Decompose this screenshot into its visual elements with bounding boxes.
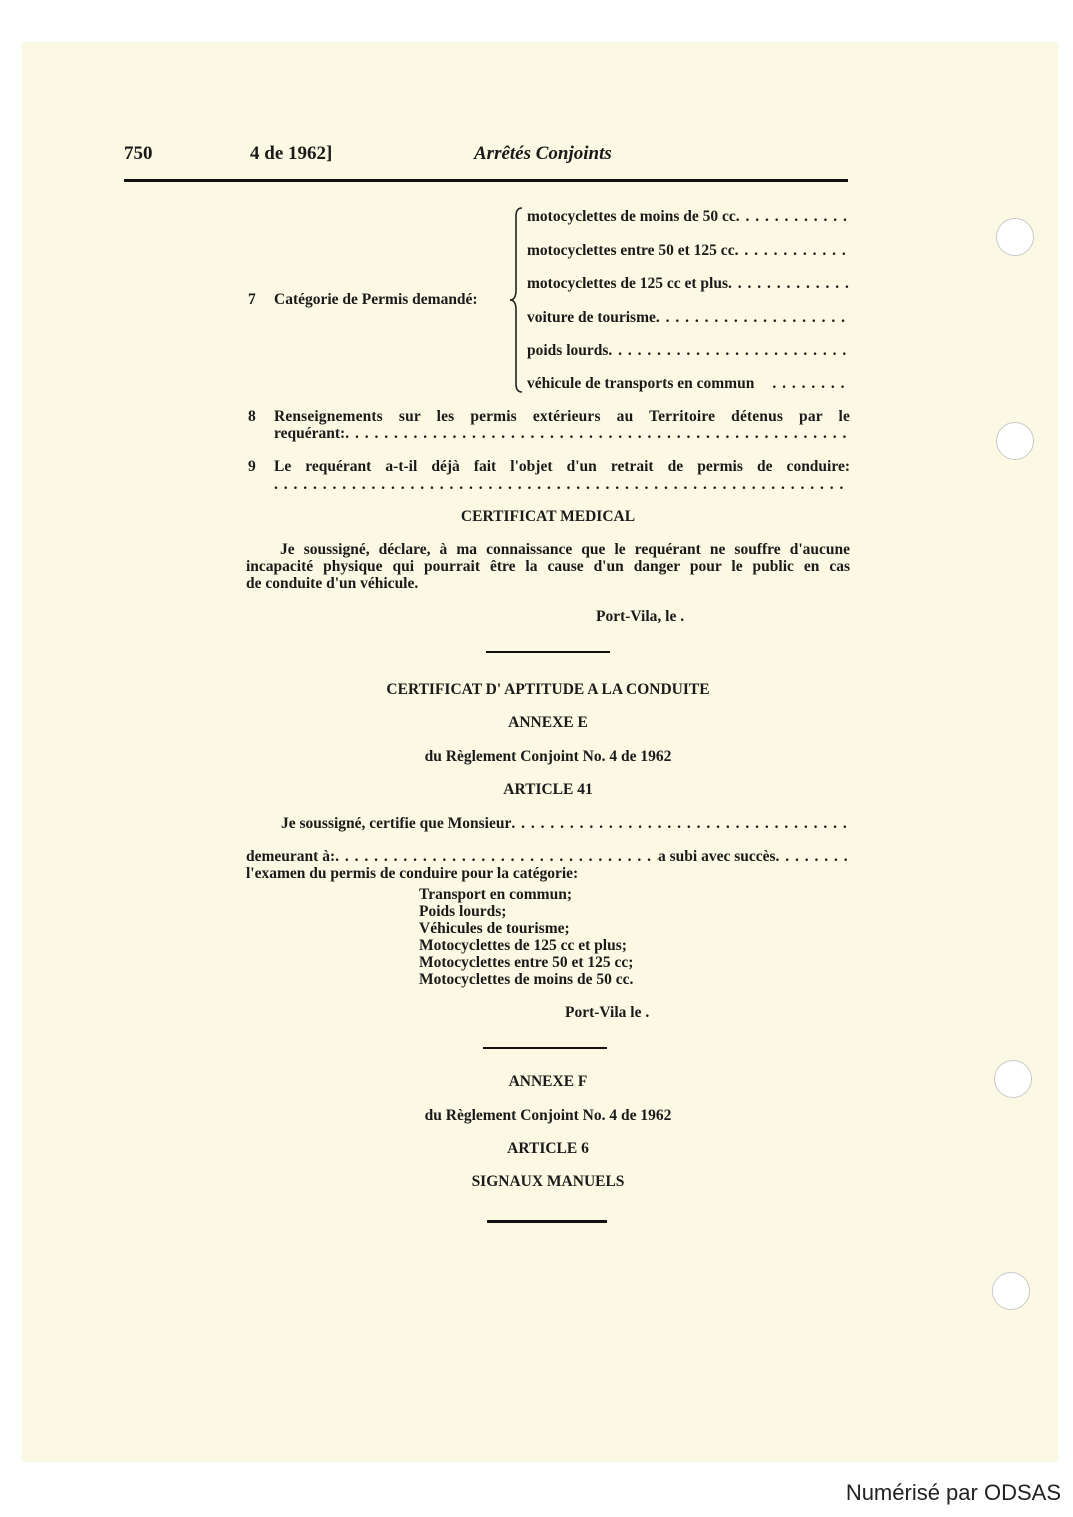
punch-hole	[994, 1060, 1032, 1098]
digitization-credit: Numérisé par ODSAS	[845, 1480, 1061, 1505]
header-reference: 4 de 1962]	[250, 143, 333, 164]
page-number: 750	[124, 143, 153, 164]
aptitude-place: Port-Vila le .	[565, 1004, 650, 1021]
annexe-f-title: ANNEXE F	[508, 1073, 588, 1090]
category-option: motocyclettes entre 50 et 125 cc . . .	[527, 242, 850, 259]
certificat-medical-place: Port-Vila, le .	[596, 608, 685, 625]
item8-number: 8	[248, 408, 256, 425]
header-title: Arrêtés Conjoints	[474, 143, 612, 164]
aptitude-category: Véhicules de tourisme;	[419, 920, 570, 937]
succes-line: a subi avec succès . . .	[658, 848, 850, 865]
aptitude-heading: CERTIFICAT D' APTITUDE A LA CONDUITE	[386, 681, 710, 698]
category-option: motocyclettes de 125 cc et plus . . .	[527, 275, 850, 292]
item8-line1: Renseignements sur les permis extérieurs au Territoire détenus par le	[274, 408, 850, 425]
section-divider	[487, 1220, 607, 1223]
aptitude-category: Motocyclettes entre 50 et 125 cc;	[419, 954, 634, 971]
annexe-f-reglement: du Règlement Conjoint No. 4 de 1962	[424, 1107, 672, 1124]
annexe-e-title: ANNEXE E	[508, 714, 588, 731]
category-option: motocyclettes de moins de 50 cc . . .	[527, 208, 850, 225]
annexe-f-signaux: SIGNAUX MANUELS	[471, 1173, 625, 1190]
category-option: véhicule de transports en commun . . .	[527, 375, 850, 392]
punch-hole	[996, 422, 1034, 460]
demeurant-line: demeurant à: . . .	[246, 848, 658, 865]
item9-number: 9	[248, 458, 256, 475]
header-rule	[124, 179, 848, 182]
category-option: voiture de tourisme . . .	[527, 309, 850, 326]
aptitude-category: Motocyclettes de 125 cc et plus;	[419, 937, 627, 954]
annexe-f-article: ARTICLE 6	[507, 1140, 589, 1157]
certificat-medical-heading: CERTIFICAT MEDICAL	[460, 508, 636, 525]
category-option: poids lourds . . .	[527, 342, 850, 359]
certificat-medical-line2: incapacité physique qui pourrait être la cause d'un danger pour le public en cas	[246, 558, 850, 575]
annexe-e-article: ARTICLE 41	[503, 781, 593, 798]
certifie-line: Je soussigné, certifie que Monsieur . . .	[281, 815, 850, 832]
aptitude-category: Poids lourds;	[419, 903, 507, 920]
punch-hole	[996, 218, 1034, 256]
aptitude-category: Motocyclettes de moins de 50 cc.	[419, 971, 634, 988]
section-divider	[486, 651, 610, 653]
item9-dotted-line	[274, 476, 844, 493]
item8-line2: requérant: . . .	[274, 425, 850, 442]
item9-text: Le requérant a-t-il déjà fait l'objet d'un retrait de permis de conduire:	[274, 458, 850, 475]
punch-hole	[992, 1272, 1030, 1310]
curly-brace	[508, 206, 524, 394]
item7-number: 7	[248, 291, 256, 308]
aptitude-category: Transport en commun;	[419, 886, 572, 903]
item7-label: Catégorie de Permis demandé:	[274, 291, 478, 308]
examen-line: l'examen du permis de conduire pour la catégorie:	[246, 865, 579, 882]
section-divider	[483, 1047, 607, 1049]
certificat-medical-line3: de conduite d'un véhicule.	[246, 575, 419, 592]
certificat-medical-line1: Je soussigné, déclare, à ma connaissance que le requérant ne souffre d'aucune	[280, 541, 850, 558]
annexe-e-reglement: du Règlement Conjoint No. 4 de 1962	[424, 748, 672, 765]
